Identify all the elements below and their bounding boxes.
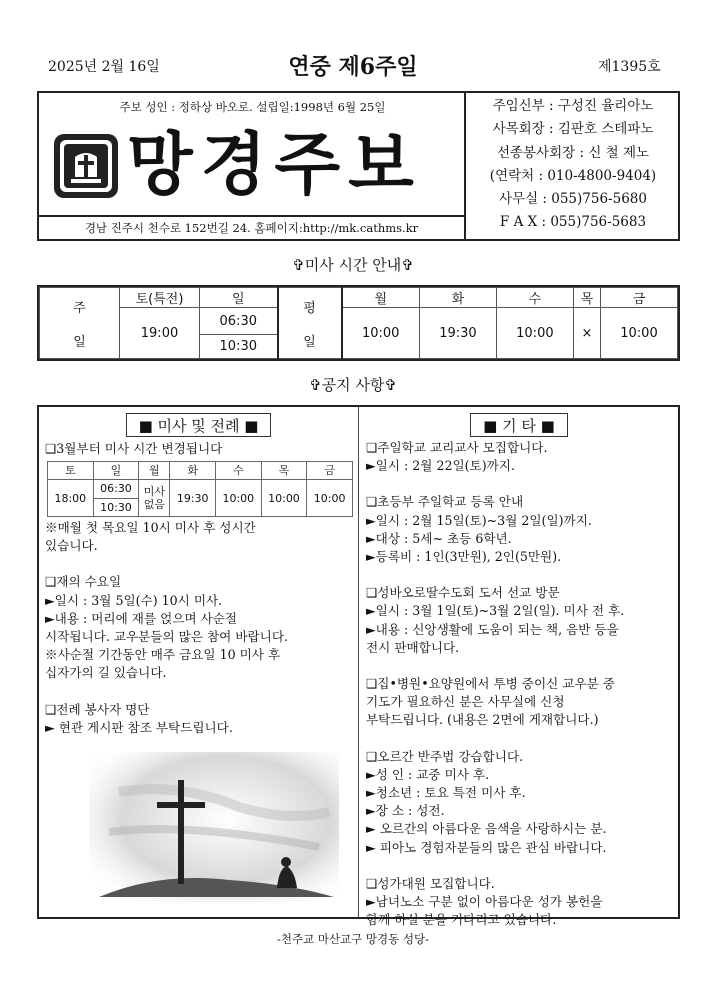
sat-time: 19:00 — [120, 308, 200, 359]
footer-parish: -천주교 마산교구 망경동 성당- — [276, 932, 430, 946]
mass-schedule-title: ✞미사 시간 안내✞ — [292, 256, 414, 274]
sun-time-late: 10:30 — [200, 335, 278, 359]
schedule-change-notice: ❑3월부터 미사 시간 변경됩니다 — [45, 441, 223, 456]
sun-cell-late: 10:30 — [93, 498, 139, 516]
sun-head: 일 — [200, 288, 278, 308]
sat-cell: 18:00 — [48, 480, 94, 517]
weekday-time: 19:30 — [419, 308, 496, 359]
newsletter-title: 망경주보 — [127, 126, 422, 205]
thu-cell: 10:00 — [261, 480, 307, 517]
weekday-label: 평 일 — [278, 288, 342, 359]
day-head: 수 — [216, 462, 262, 480]
day-head: 월 — [139, 462, 170, 480]
liturgy-heading: ■ 미사 및 전례 ■ — [39, 413, 358, 437]
staff-line: 사무실 : 055)756-5680 — [499, 191, 647, 208]
staff-line: 주임신부 : 구성진 율리아노 — [492, 98, 654, 114]
parish-emblem-icon — [53, 133, 119, 199]
day-head: 화 — [170, 462, 216, 480]
mass-schedule-table — [37, 285, 680, 361]
weekday-head: 목 — [573, 288, 600, 308]
sat-head: 토(특전) — [120, 288, 200, 308]
day-head: 목 — [261, 462, 307, 480]
staff-contacts — [468, 95, 678, 235]
tue-cell: 19:30 — [170, 480, 216, 517]
weekday-head: 수 — [496, 288, 573, 308]
issue-number: 제1395호 — [598, 59, 661, 75]
day-head: 일 — [93, 462, 139, 480]
sun-cell-early: 06:30 — [93, 480, 139, 498]
etc-heading: ■ 기 타 ■ — [360, 413, 678, 437]
staff-line: F A X : 055)756-5683 — [499, 214, 647, 231]
masthead — [37, 91, 680, 241]
day-head: 금 — [307, 462, 353, 480]
weekday-time: 10:00 — [342, 308, 420, 359]
weekday-time: × — [573, 308, 600, 359]
church-address: 경남 진주시 천수로 152번길 24. 홈페이지:http://mk.cathms.kr — [39, 215, 464, 239]
notices-liturgy-column — [39, 407, 359, 917]
masthead-left — [39, 93, 466, 239]
new-mass-time-table — [47, 461, 353, 517]
notices-box — [37, 405, 680, 928]
staff-line: (연락처 : 010-4800-9404) — [489, 167, 657, 184]
weekday-head: 금 — [600, 288, 677, 308]
notices-etc-column — [360, 407, 678, 928]
mon-cell: 미사 없음 — [139, 480, 170, 517]
notices-title: ✞공지 사항✞ — [309, 376, 397, 394]
logo — [53, 123, 453, 211]
weekday-time: 10:00 — [496, 308, 573, 359]
staff-line: 선종봉사회장 : 신 철 제노 — [496, 144, 650, 161]
liturgy-notice-lines: ※매월 첫 목요일 10시 미사 후 성시간 있습니다. ❑재의 수요일 ►일시 : 3월 5일(수) 10시 미사. ►내용 : 머리에 재를 얹으며 사순절 시작됩니다. 교우분들의 많은 참여 바랍니다. ※사순절 기간동안 매주 금요일 10 미사 후 십자가의 길 있습니다. ❑전례 봉사자 명단 ► 현관 게시판 참조 부탁드립니다. — [45, 520, 288, 735]
day-head: 토 — [48, 462, 94, 480]
cross-photo — [89, 752, 339, 902]
issue-date: 2025년 2월 16일 — [48, 59, 160, 75]
liturgical-week: 연중 제6주일 — [288, 54, 418, 80]
weekday-head: 월 — [342, 288, 420, 308]
sun-time-early: 06:30 — [200, 308, 278, 335]
founder-line: 주보 성인 : 정하상 바오로. 설립일:1998년 6월 25일 — [119, 100, 386, 114]
wed-cell: 10:00 — [216, 480, 262, 517]
staff-line: 사목회장 : 김판호 스테파노 — [492, 121, 654, 138]
fri-cell: 10:00 — [307, 480, 353, 517]
weekday-time: 10:00 — [600, 308, 677, 359]
weekday-head: 화 — [419, 288, 496, 308]
etc-notice-lines: ❑주일학교 교리교사 모집합니다. ►일시 : 2월 22일(토)까지. ❑초등부 주일학교 등록 안내 ►일시 : 2월 15일(토)~3월 2일(일)까지. ►대상 : 5세~ 초등 6학년. ►등록비 : 1인(3만원), 2인(5만원). ❑성바오로딸수도회 도서 선교 방문 ►일시 : 3월 1일(토)~3월 2일(일). 미사 전 후. ►내용 : 신앙생활에 도움이 되는 책, 음반 등을 전시 판매합니다. ❑집•병원•요양원에서 투병 중이신 교우분 중 기도가 필요하신 분은 사무실에 신청 부탁드립니다. (내용은 2면에 게재합니다.) ❑오르간 반주법 강습합니다. ►성 인 : 교중 미사 후. ►청소년 : 토요 특전 미사 후. ►장 소 : 성전. ► 오르간의 아름다운 음색을 사랑하시는 분. ► 피아노 경험자분들의 많은 관심 바랍니다. ❑성가대원 모집합니다. ►남녀노소 구분 없이 아름다운 성가 봉헌을 함께 하실 분을 기다리고 있습니다. — [366, 440, 625, 928]
sunday-label: 주 일 — [40, 288, 120, 359]
